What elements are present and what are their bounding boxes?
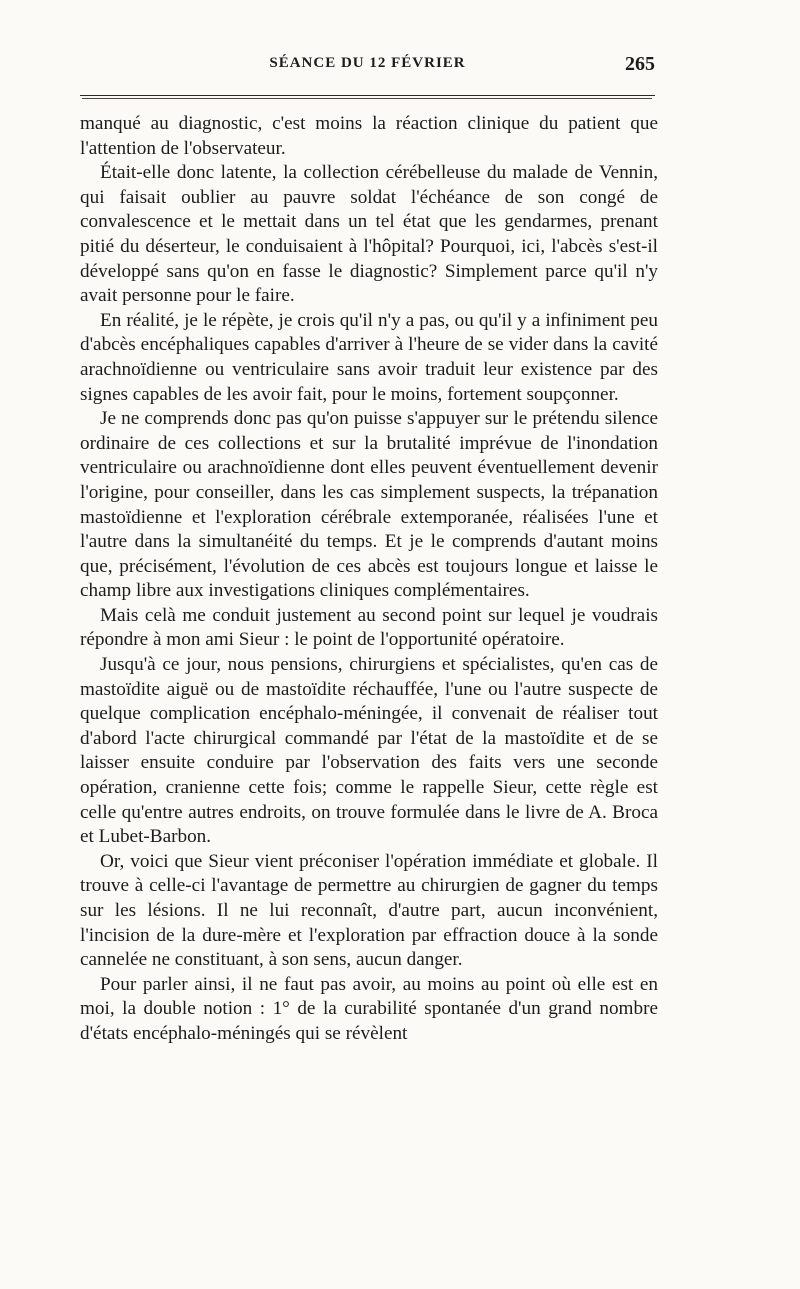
page-header bbox=[80, 55, 655, 85]
paragraph: Jusqu'à ce jour, nous pensions, chirurgiens et spécialistes, qu'en cas de mastoïdite aiguë ou de mastoïdite réchauffée, l'une ou l'autre suspecte de quelque complication encéphalo-méningée, il convenait de réaliser tout d'abord l'acte chirurgical commandé par l'état de la mastoïdite et de se laisser ensuite conduire par l'observation des faits vers une seconde opération, cranienne cette fois; comme le rappelle Sieur, cette règle est celle qu'entre autres endroits, on trouve formulée dans le livre de A. Broca et Lubet-Barbon. bbox=[80, 654, 658, 848]
body-text bbox=[80, 112, 658, 1047]
header-rule-thin bbox=[82, 98, 652, 99]
paragraph-continuation: manqué au diagnostic, c'est moins la réaction clinique du patient que l'attention de l'observateur. bbox=[80, 113, 658, 159]
paragraph: Mais celà me conduit justement au second point sur lequel je voudrais répondre à mon ami Sieur : le point de l'opportunité opératoire. bbox=[80, 604, 658, 651]
page-number: 265 bbox=[625, 53, 655, 75]
paragraph: En réalité, je le répète, je crois qu'il n'y a pas, ou qu'il y a infiniment peu d'abcès encéphaliques capables d'arriver à l'heure de se vider dans la cavité arachnoïdienne ou ventriculaire sans avoir traduit leur existence par des signes capables de les avoir fait, pour le moins, fortement soupçonner. bbox=[80, 309, 658, 405]
running-title: SÉANCE DU 12 FÉVRIER bbox=[269, 55, 466, 71]
paragraph: Pour parler ainsi, il ne faut pas avoir, au moins au point où elle est en moi, la double notion : 1° de la curabilité spontanée d'un grand nombre d'états encéphalo-méningés qui se révèlent bbox=[80, 973, 658, 1044]
header-rule bbox=[80, 95, 655, 96]
paragraph: Or, voici que Sieur vient préconiser l'opération immédiate et globale. Il trouve à celle-ci l'avantage de permettre au chirurgien de gagner du temps sur les lésions. Il ne lui reconnaît, d'autre part, aucun inconvénient, l'incision de la dure-mère et l'exploration par effraction douce à la sonde cannelée ne constituant, à son sens, aucun danger. bbox=[80, 850, 658, 971]
paragraph: Je ne comprends donc pas qu'on puisse s'appuyer sur le prétendu silence ordinaire de ces collections et sur la brutalité imprévue de l'inondation ventriculaire ou arachnoïdienne dont elles peuvent éventuellement devenir l'origine, pour conseiller, dans les cas simplement suspects, la trépanation mastoïdienne et l'exploration cérébrale extemporanée, réalisées l'une et l'autre dans la simultanéité du temps. Et je le comprends d'autant moins que, précisément, l'évolution de ces abcès est toujours longue et laisse le champ libre aux investigations cliniques complémentaires. bbox=[80, 408, 658, 602]
paragraph: Était-elle donc latente, la collection cérébelleuse du malade de Vennin, qui faisait oublier au pauvre soldat l'échéance de son congé de convalescence et le mettait dans un tel état que les gendarmes, prenant pitié du déserteur, le conduisaient à l'hôpital? Pourquoi, ici, l'abcès s'est-il développé sans qu'on en fasse le diagnostic? Simplement parce qu'il n'y avait personne pour le faire. bbox=[80, 162, 658, 307]
